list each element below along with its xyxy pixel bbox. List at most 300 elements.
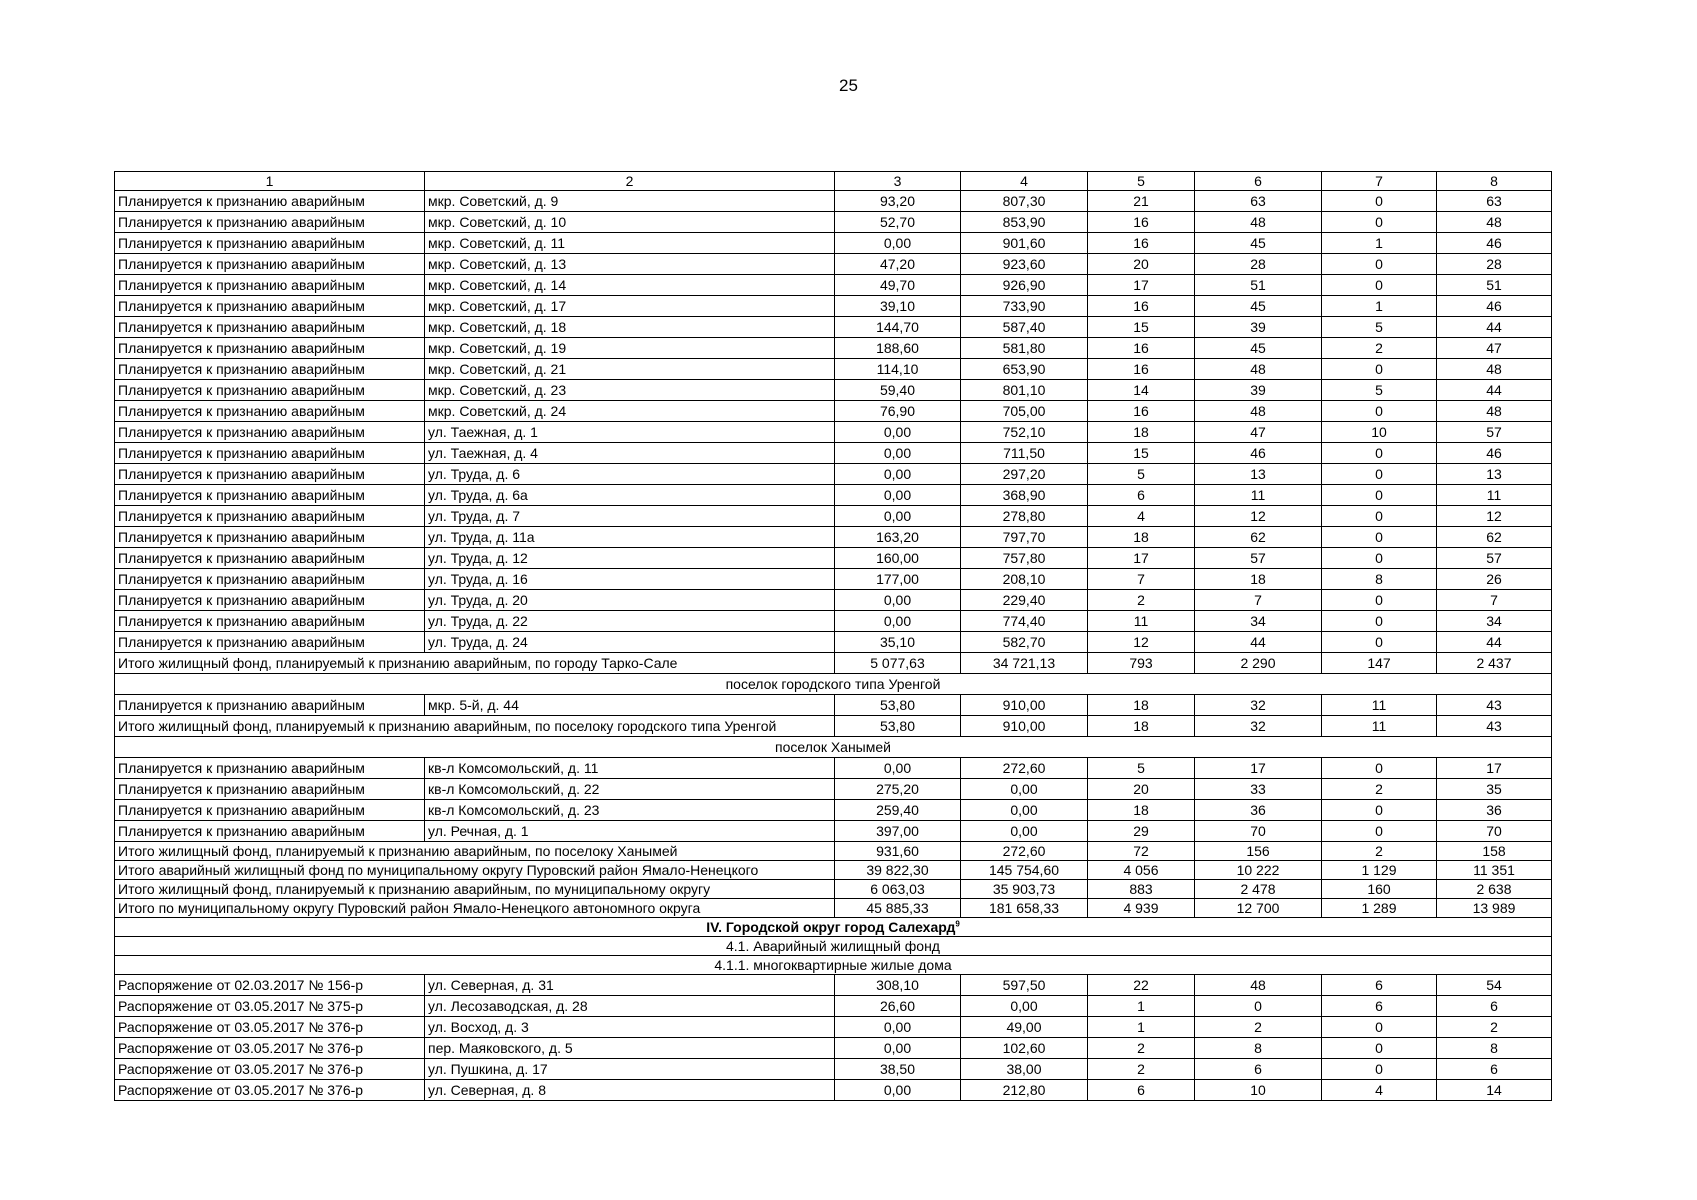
value-cell: 48 — [1437, 401, 1552, 422]
value-cell: 0,00 — [835, 1017, 961, 1038]
total-value-cell: 181 658,33 — [961, 899, 1088, 918]
address-cell: ул. Речная, д. 1 — [425, 821, 835, 842]
section-header-row — [115, 674, 1552, 695]
value-cell: 44 — [1437, 632, 1552, 653]
value-cell: 0,00 — [835, 422, 961, 443]
value-cell: 48 — [1437, 359, 1552, 380]
value-cell: 587,40 — [961, 317, 1088, 338]
address-cell: мкр. Советский, д. 21 — [425, 359, 835, 380]
total-value-cell: 18 — [1088, 716, 1195, 737]
value-cell: 57 — [1437, 422, 1552, 443]
basis-cell: Планируется к признанию аварийным — [115, 506, 425, 527]
value-cell: 208,10 — [961, 569, 1088, 590]
value-cell: 21 — [1088, 191, 1195, 212]
value-cell: 582,70 — [961, 632, 1088, 653]
basis-cell: Распоряжение от 02.03.2017 № 156-р — [115, 975, 425, 996]
value-cell: 17 — [1088, 275, 1195, 296]
value-cell: 0,00 — [835, 590, 961, 611]
address-cell: ул. Таежная, д. 4 — [425, 443, 835, 464]
total-row — [115, 716, 1552, 737]
table-row — [115, 317, 1552, 338]
table-row — [115, 380, 1552, 401]
value-cell: 53,80 — [835, 695, 961, 716]
value-cell: 12 — [1437, 506, 1552, 527]
value-cell: 0 — [1322, 254, 1437, 275]
total-value-cell: 35 903,73 — [961, 880, 1088, 899]
page-number: 25 — [839, 76, 858, 95]
basis-cell: Планируется к признанию аварийным — [115, 380, 425, 401]
value-cell: 5 — [1088, 464, 1195, 485]
value-cell: 14 — [1437, 1080, 1552, 1101]
value-cell: 0 — [1322, 401, 1437, 422]
address-cell: ул. Лесозаводская, д. 28 — [425, 996, 835, 1017]
total-value-cell: 5 077,63 — [835, 653, 961, 674]
value-cell: 0 — [1322, 800, 1437, 821]
total-value-cell: 4 056 — [1088, 861, 1195, 880]
address-cell: кв-л Комсомольский, д. 11 — [425, 758, 835, 779]
value-cell: 797,70 — [961, 527, 1088, 548]
value-cell: 10 — [1322, 422, 1437, 443]
total-label-cell: Итого жилищный фонд, планируемый к признанию аварийным, по городу Тарко-Сале — [115, 653, 835, 674]
value-cell: 188,60 — [835, 338, 961, 359]
value-cell: 14 — [1088, 380, 1195, 401]
value-cell: 0,00 — [961, 996, 1088, 1017]
address-cell: ул. Труда, д. 11а — [425, 527, 835, 548]
basis-cell: Планируется к признанию аварийным — [115, 254, 425, 275]
basis-cell: Планируется к признанию аварийным — [115, 212, 425, 233]
value-cell: 212,80 — [961, 1080, 1088, 1101]
value-cell: 757,80 — [961, 548, 1088, 569]
value-cell: 5 — [1322, 380, 1437, 401]
total-value-cell: 883 — [1088, 880, 1195, 899]
basis-cell: Планируется к признанию аварийным — [115, 485, 425, 506]
value-cell: 28 — [1437, 254, 1552, 275]
value-cell: 1 — [1088, 996, 1195, 1017]
value-cell: 853,90 — [961, 212, 1088, 233]
value-cell: 6 — [1088, 1080, 1195, 1101]
table-row — [115, 233, 1552, 254]
total-value-cell: 156 — [1195, 842, 1322, 861]
value-cell: 32 — [1195, 695, 1322, 716]
value-cell: 0 — [1322, 485, 1437, 506]
value-cell: 48 — [1195, 359, 1322, 380]
value-cell: 70 — [1437, 821, 1552, 842]
address-cell: мкр. Советский, д. 13 — [425, 254, 835, 275]
value-cell: 5 — [1322, 317, 1437, 338]
address-cell: ул. Таежная, д. 1 — [425, 422, 835, 443]
basis-cell: Планируется к признанию аварийным — [115, 464, 425, 485]
value-cell: 8 — [1322, 569, 1437, 590]
table-row — [115, 296, 1552, 317]
value-cell: 4 — [1322, 1080, 1437, 1101]
value-cell: 46 — [1437, 443, 1552, 464]
column-number-row — [115, 172, 1552, 191]
table-row — [115, 975, 1552, 996]
value-cell: 10 — [1195, 1080, 1322, 1101]
address-cell: мкр. Советский, д. 17 — [425, 296, 835, 317]
address-cell: мкр. Советский, д. 23 — [425, 380, 835, 401]
total-value-cell: 11 351 — [1437, 861, 1552, 880]
value-cell: 44 — [1437, 380, 1552, 401]
value-cell: 297,20 — [961, 464, 1088, 485]
address-cell: ул. Труда, д. 24 — [425, 632, 835, 653]
address-cell: мкр. 5-й, д. 44 — [425, 695, 835, 716]
total-value-cell: 34 721,13 — [961, 653, 1088, 674]
total-row — [115, 880, 1552, 899]
section-header-row — [115, 937, 1552, 956]
section-header-row — [115, 737, 1552, 758]
header-cell: 5 — [1088, 172, 1195, 191]
address-cell: мкр. Советский, д. 10 — [425, 212, 835, 233]
value-cell: 0 — [1322, 821, 1437, 842]
address-cell: кв-л Комсомольский, д. 23 — [425, 800, 835, 821]
value-cell: 17 — [1437, 758, 1552, 779]
table-row — [115, 695, 1552, 716]
value-cell: 114,10 — [835, 359, 961, 380]
value-cell: 15 — [1088, 443, 1195, 464]
value-cell: 923,60 — [961, 254, 1088, 275]
value-cell: 1 — [1322, 233, 1437, 254]
value-cell: 57 — [1195, 548, 1322, 569]
value-cell: 6 — [1088, 485, 1195, 506]
header-cell: 2 — [425, 172, 835, 191]
basis-cell: Распоряжение от 03.05.2017 № 376-р — [115, 1080, 425, 1101]
table-body — [115, 191, 1552, 1101]
value-cell: 34 — [1195, 611, 1322, 632]
address-cell: ул. Труда, д. 6а — [425, 485, 835, 506]
basis-cell: Распоряжение от 03.05.2017 № 376-р — [115, 1038, 425, 1059]
section-title: поселок городского типа Уренгой — [725, 676, 941, 692]
value-cell: 18 — [1195, 569, 1322, 590]
section-title-cell — [115, 937, 1552, 956]
table-row — [115, 821, 1552, 842]
value-cell: 47,20 — [835, 254, 961, 275]
value-cell: 18 — [1088, 800, 1195, 821]
total-value-cell: 2 638 — [1437, 880, 1552, 899]
section-header-row — [115, 956, 1552, 975]
value-cell: 0 — [1322, 632, 1437, 653]
value-cell: 46 — [1437, 233, 1552, 254]
value-cell: 45 — [1195, 338, 1322, 359]
value-cell: 6 — [1322, 975, 1437, 996]
value-cell: 46 — [1437, 296, 1552, 317]
value-cell: 28 — [1195, 254, 1322, 275]
value-cell: 52,70 — [835, 212, 961, 233]
total-value-cell: 72 — [1088, 842, 1195, 861]
address-cell: мкр. Советский, д. 11 — [425, 233, 835, 254]
value-cell: 48 — [1437, 212, 1552, 233]
value-cell: 13 — [1195, 464, 1322, 485]
value-cell: 177,00 — [835, 569, 961, 590]
value-cell: 807,30 — [961, 191, 1088, 212]
value-cell: 711,50 — [961, 443, 1088, 464]
table-row — [115, 401, 1552, 422]
value-cell: 15 — [1088, 317, 1195, 338]
value-cell: 44 — [1195, 632, 1322, 653]
value-cell: 39 — [1195, 380, 1322, 401]
value-cell: 17 — [1195, 758, 1322, 779]
value-cell: 1 — [1088, 1017, 1195, 1038]
address-cell: мкр. Советский, д. 14 — [425, 275, 835, 296]
value-cell: 29 — [1088, 821, 1195, 842]
value-cell: 0 — [1322, 443, 1437, 464]
total-label-cell: Итого жилищный фонд, планируемый к признанию аварийным, по муниципальному округу — [115, 880, 835, 899]
value-cell: 368,90 — [961, 485, 1088, 506]
address-cell: кв-л Комсомольский, д. 22 — [425, 779, 835, 800]
total-value-cell: 160 — [1322, 880, 1437, 899]
total-row — [115, 842, 1552, 861]
value-cell: 11 — [1088, 611, 1195, 632]
basis-cell: Планируется к признанию аварийным — [115, 611, 425, 632]
basis-cell: Планируется к признанию аварийным — [115, 548, 425, 569]
total-value-cell: 1 129 — [1322, 861, 1437, 880]
address-cell: пер. Маяковского, д. 5 — [425, 1038, 835, 1059]
value-cell: 35,10 — [835, 632, 961, 653]
total-value-cell: 32 — [1195, 716, 1322, 737]
address-cell: ул. Северная, д. 31 — [425, 975, 835, 996]
total-value-cell: 43 — [1437, 716, 1552, 737]
total-value-cell: 45 885,33 — [835, 899, 961, 918]
total-value-cell: 2 437 — [1437, 653, 1552, 674]
value-cell: 229,40 — [961, 590, 1088, 611]
value-cell: 12 — [1195, 506, 1322, 527]
value-cell: 0 — [1322, 590, 1437, 611]
table-row — [115, 464, 1552, 485]
section-title: 4.1.1. многоквартирные жилые дома — [714, 956, 952, 973]
value-cell: 45 — [1195, 296, 1322, 317]
basis-cell: Планируется к признанию аварийным — [115, 401, 425, 422]
value-cell: 397,00 — [835, 821, 961, 842]
total-value-cell: 6 063,03 — [835, 880, 961, 899]
section-title-cell — [115, 737, 1552, 758]
total-value-cell: 910,00 — [961, 716, 1088, 737]
value-cell: 59,40 — [835, 380, 961, 401]
value-cell: 0 — [1322, 359, 1437, 380]
value-cell: 16 — [1088, 233, 1195, 254]
value-cell: 272,60 — [961, 758, 1088, 779]
total-row — [115, 861, 1552, 880]
table-row — [115, 758, 1552, 779]
value-cell: 11 — [1195, 485, 1322, 506]
value-cell: 22 — [1088, 975, 1195, 996]
total-row — [115, 653, 1552, 674]
section-title-cell — [115, 674, 1552, 695]
section-title: IV. Городской округ город Салехард — [706, 918, 956, 935]
value-cell: 0,00 — [835, 485, 961, 506]
value-cell: 16 — [1088, 401, 1195, 422]
value-cell: 12 — [1088, 632, 1195, 653]
table-row — [115, 569, 1552, 590]
total-value-cell: 145 754,60 — [961, 861, 1088, 880]
value-cell: 733,90 — [961, 296, 1088, 317]
table-row — [115, 275, 1552, 296]
header-cell: 7 — [1322, 172, 1437, 191]
value-cell: 2 — [1088, 590, 1195, 611]
value-cell: 0,00 — [835, 443, 961, 464]
value-cell: 0,00 — [835, 464, 961, 485]
total-value-cell: 10 222 — [1195, 861, 1322, 880]
value-cell: 0,00 — [835, 1080, 961, 1101]
value-cell: 0,00 — [961, 779, 1088, 800]
value-cell: 46 — [1195, 443, 1322, 464]
value-cell: 6 — [1437, 996, 1552, 1017]
value-cell: 144,70 — [835, 317, 961, 338]
value-cell: 62 — [1437, 527, 1552, 548]
value-cell: 62 — [1195, 527, 1322, 548]
basis-cell: Планируется к признанию аварийным — [115, 800, 425, 821]
value-cell: 18 — [1088, 695, 1195, 716]
value-cell: 7 — [1437, 590, 1552, 611]
value-cell: 45 — [1195, 233, 1322, 254]
address-cell: мкр. Советский, д. 18 — [425, 317, 835, 338]
table-row — [115, 338, 1552, 359]
table-row — [115, 443, 1552, 464]
value-cell: 7 — [1088, 569, 1195, 590]
table-row — [115, 1080, 1552, 1101]
value-cell: 801,10 — [961, 380, 1088, 401]
value-cell: 0 — [1322, 1038, 1437, 1059]
value-cell: 13 — [1437, 464, 1552, 485]
value-cell: 0 — [1322, 758, 1437, 779]
table-row — [115, 779, 1552, 800]
value-cell: 43 — [1437, 695, 1552, 716]
value-cell: 51 — [1437, 275, 1552, 296]
value-cell: 2 — [1088, 1059, 1195, 1080]
value-cell: 5 — [1088, 758, 1195, 779]
value-cell: 0,00 — [961, 821, 1088, 842]
table-row — [115, 359, 1552, 380]
value-cell: 275,20 — [835, 779, 961, 800]
basis-cell: Планируется к признанию аварийным — [115, 191, 425, 212]
value-cell: 774,40 — [961, 611, 1088, 632]
table-row — [115, 485, 1552, 506]
value-cell: 2 — [1088, 1038, 1195, 1059]
total-row — [115, 899, 1552, 918]
total-value-cell: 272,60 — [961, 842, 1088, 861]
value-cell: 34 — [1437, 611, 1552, 632]
section-title: 4.1. Аварийный жилищный фонд — [726, 937, 940, 954]
value-cell: 0 — [1322, 275, 1437, 296]
value-cell: 16 — [1088, 338, 1195, 359]
value-cell: 8 — [1195, 1038, 1322, 1059]
value-cell: 38,50 — [835, 1059, 961, 1080]
table-row — [115, 1059, 1552, 1080]
value-cell: 1 — [1322, 296, 1437, 317]
value-cell: 0 — [1322, 212, 1437, 233]
value-cell: 54 — [1437, 975, 1552, 996]
table-row — [115, 191, 1552, 212]
value-cell: 63 — [1195, 191, 1322, 212]
value-cell: 49,70 — [835, 275, 961, 296]
value-cell: 16 — [1088, 296, 1195, 317]
footnote-marker: 9 — [955, 918, 960, 928]
value-cell: 259,40 — [835, 800, 961, 821]
address-cell: мкр. Советский, д. 19 — [425, 338, 835, 359]
value-cell: 6 — [1195, 1059, 1322, 1080]
value-cell: 49,00 — [961, 1017, 1088, 1038]
value-cell: 160,00 — [835, 548, 961, 569]
value-cell: 705,00 — [961, 401, 1088, 422]
value-cell: 0 — [1322, 1059, 1437, 1080]
value-cell: 0,00 — [835, 233, 961, 254]
total-label-cell: Итого жилищный фонд, планируемый к признанию аварийным, по поселоку городского типа Уренгой — [115, 716, 835, 737]
value-cell: 653,90 — [961, 359, 1088, 380]
value-cell: 0 — [1322, 506, 1437, 527]
basis-cell: Планируется к признанию аварийным — [115, 821, 425, 842]
value-cell: 8 — [1437, 1038, 1552, 1059]
value-cell: 39,10 — [835, 296, 961, 317]
value-cell: 93,20 — [835, 191, 961, 212]
value-cell: 0 — [1322, 464, 1437, 485]
total-label-cell: Итого жилищный фонд, планируемый к признанию аварийным, по поселоку Ханымей — [115, 842, 835, 861]
address-cell: ул. Труда, д. 6 — [425, 464, 835, 485]
total-value-cell: 53,80 — [835, 716, 961, 737]
value-cell: 48 — [1195, 401, 1322, 422]
basis-cell: Планируется к признанию аварийным — [115, 275, 425, 296]
value-cell: 0 — [1195, 996, 1322, 1017]
value-cell: 18 — [1088, 527, 1195, 548]
value-cell: 0 — [1322, 191, 1437, 212]
address-cell: ул. Восход, д. 3 — [425, 1017, 835, 1038]
basis-cell: Планируется к признанию аварийным — [115, 233, 425, 254]
value-cell: 0,00 — [835, 1038, 961, 1059]
housing-fund-table — [114, 171, 1552, 1101]
value-cell: 57 — [1437, 548, 1552, 569]
total-value-cell: 4 939 — [1088, 899, 1195, 918]
total-label-cell: Итого по муниципальному округу Пуровский район Ямало-Ненецкого автономного округа — [115, 899, 835, 918]
address-cell: ул. Труда, д. 12 — [425, 548, 835, 569]
table-row — [115, 422, 1552, 443]
value-cell: 0,00 — [961, 800, 1088, 821]
value-cell: 36 — [1437, 800, 1552, 821]
value-cell: 102,60 — [961, 1038, 1088, 1059]
total-value-cell: 2 290 — [1195, 653, 1322, 674]
value-cell: 2 — [1322, 779, 1437, 800]
value-cell: 0,00 — [835, 611, 961, 632]
header-cell: 8 — [1437, 172, 1552, 191]
value-cell: 752,10 — [961, 422, 1088, 443]
value-cell: 36 — [1195, 800, 1322, 821]
header-cell: 3 — [835, 172, 961, 191]
value-cell: 0,00 — [835, 758, 961, 779]
value-cell: 0 — [1322, 548, 1437, 569]
value-cell: 16 — [1088, 212, 1195, 233]
value-cell: 0 — [1322, 527, 1437, 548]
total-value-cell: 11 — [1322, 716, 1437, 737]
value-cell: 0 — [1322, 611, 1437, 632]
total-value-cell: 2 — [1322, 842, 1437, 861]
table-row — [115, 254, 1552, 275]
value-cell: 16 — [1088, 359, 1195, 380]
value-cell: 2 — [1195, 1017, 1322, 1038]
value-cell: 11 — [1322, 695, 1437, 716]
basis-cell: Планируется к признанию аварийным — [115, 527, 425, 548]
total-value-cell: 931,60 — [835, 842, 961, 861]
value-cell: 20 — [1088, 254, 1195, 275]
section-title-cell — [115, 956, 1552, 975]
value-cell: 51 — [1195, 275, 1322, 296]
address-cell: ул. Труда, д. 7 — [425, 506, 835, 527]
value-cell: 581,80 — [961, 338, 1088, 359]
value-cell: 44 — [1437, 317, 1552, 338]
basis-cell: Планируется к признанию аварийным — [115, 569, 425, 590]
basis-cell: Планируется к признанию аварийным — [115, 779, 425, 800]
table-row — [115, 632, 1552, 653]
value-cell: 0 — [1322, 1017, 1437, 1038]
value-cell: 35 — [1437, 779, 1552, 800]
address-cell: ул. Труда, д. 16 — [425, 569, 835, 590]
table-row — [115, 1038, 1552, 1059]
